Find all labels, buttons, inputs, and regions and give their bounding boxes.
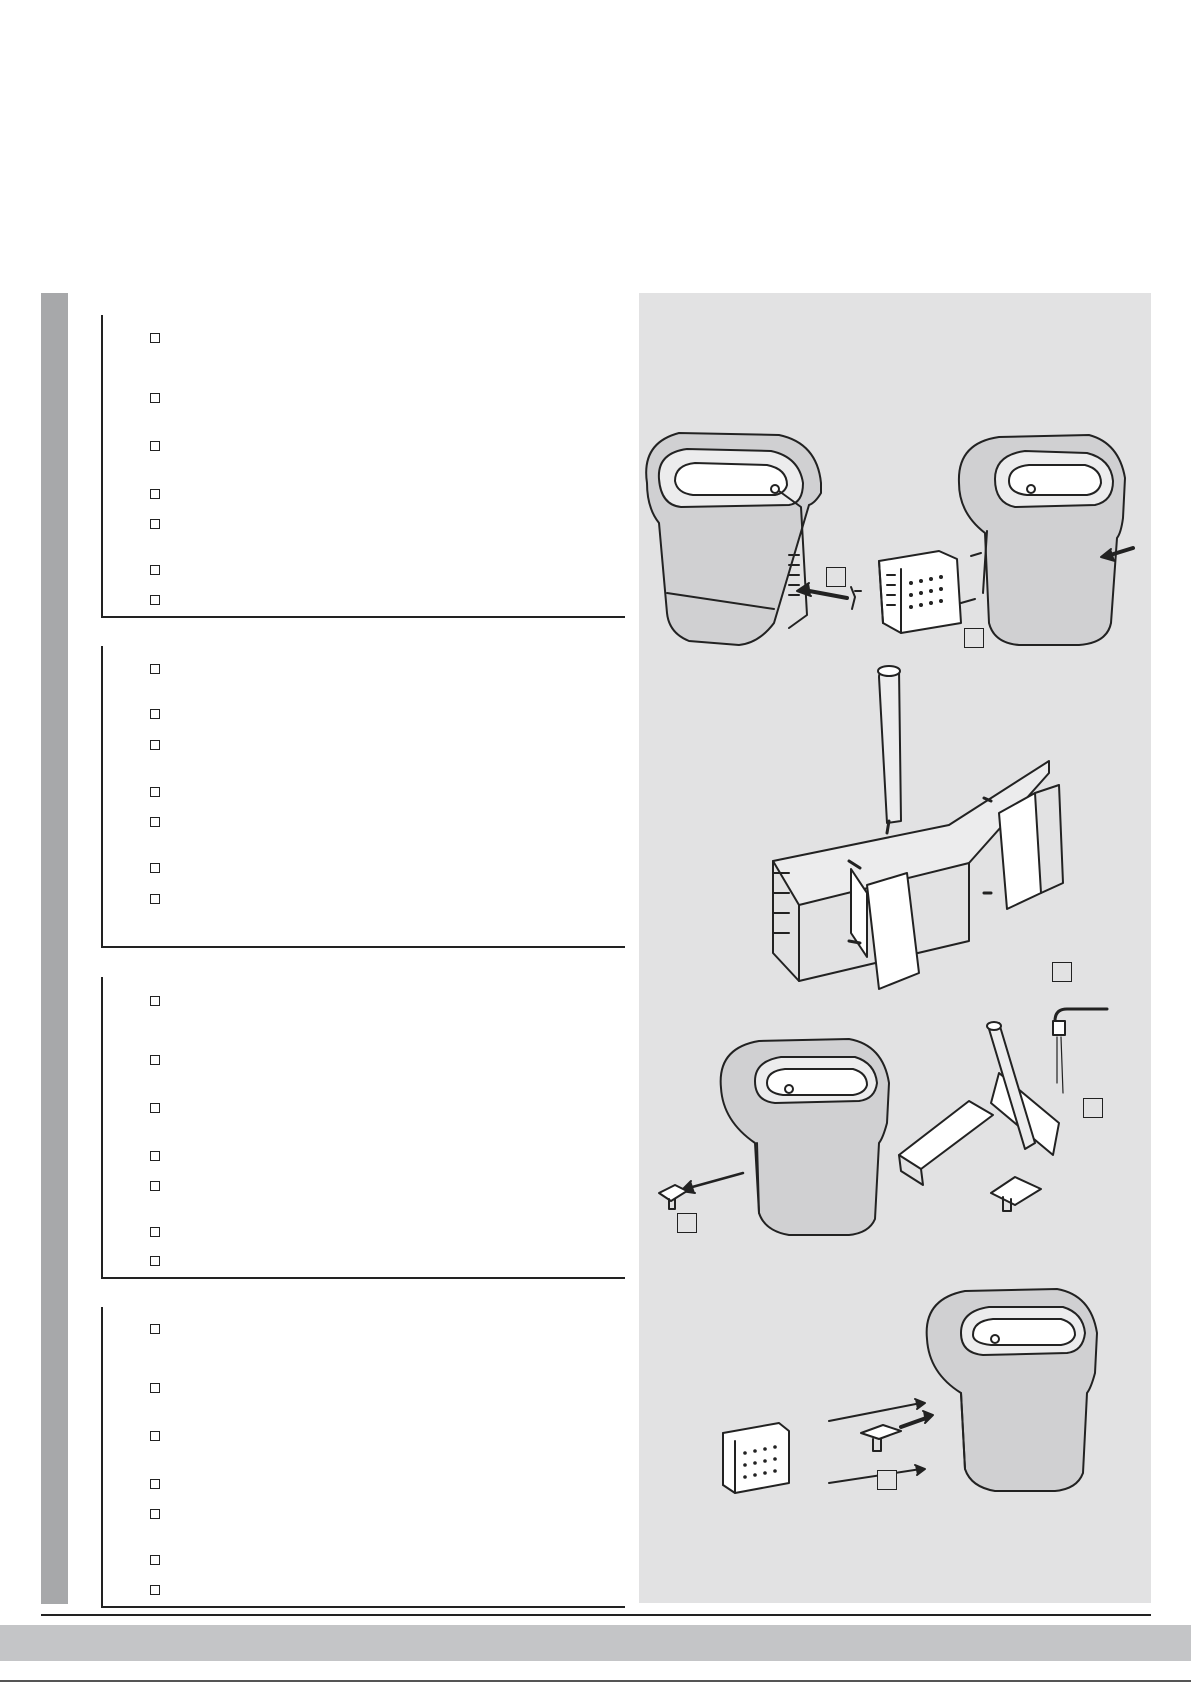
- step-box: [1083, 1098, 1103, 1118]
- checkbox[interactable]: [150, 1431, 160, 1441]
- checkbox[interactable]: [150, 1151, 160, 1161]
- dryer-unit-plug-illustration: [659, 1039, 889, 1235]
- checkbox[interactable]: [150, 1555, 160, 1565]
- dryer-unit-left-illustration: [646, 433, 861, 645]
- step-box: [964, 628, 984, 648]
- checkbox[interactable]: [150, 817, 160, 827]
- checkbox[interactable]: [150, 1181, 160, 1191]
- checkbox[interactable]: [150, 787, 160, 797]
- footer-bar: [0, 1625, 1191, 1661]
- checkbox[interactable]: [150, 1055, 160, 1065]
- checkbox[interactable]: [150, 996, 160, 1006]
- dryer-unit-right-illustration: [879, 435, 1133, 645]
- filter-housing-illustration: [773, 666, 1063, 989]
- filter-pads-rinsing-illustration: [899, 1009, 1107, 1211]
- checkbox[interactable]: [150, 1585, 160, 1595]
- checkbox[interactable]: [150, 740, 160, 750]
- checkbox[interactable]: [150, 565, 160, 575]
- checkbox[interactable]: [150, 489, 160, 499]
- checklist-section-1: [101, 315, 625, 618]
- step-box: [826, 567, 846, 587]
- checkbox[interactable]: [150, 1256, 160, 1266]
- step-box: [1052, 962, 1072, 982]
- sidebar-bar: [41, 293, 68, 1604]
- checkbox[interactable]: [150, 441, 160, 451]
- checkbox[interactable]: [150, 393, 160, 403]
- checkbox[interactable]: [150, 1103, 160, 1113]
- checkbox[interactable]: [150, 1509, 160, 1519]
- footer-rule-bottom: [0, 1680, 1191, 1682]
- checkbox[interactable]: [150, 519, 160, 529]
- checkbox[interactable]: [150, 333, 160, 343]
- checklist-section-3: [101, 977, 625, 1279]
- step-box: [677, 1213, 697, 1233]
- step-box: [877, 1470, 897, 1490]
- illustration-panel: [639, 293, 1151, 1603]
- checkbox[interactable]: [150, 709, 160, 719]
- checkbox[interactable]: [150, 1227, 160, 1237]
- checkbox[interactable]: [150, 863, 160, 873]
- checkbox[interactable]: [150, 1324, 160, 1334]
- checkbox[interactable]: [150, 1479, 160, 1489]
- checkbox[interactable]: [150, 664, 160, 674]
- checklist-section-4: [101, 1307, 625, 1608]
- checkbox[interactable]: [150, 894, 160, 904]
- checklist-section-2: [101, 646, 625, 948]
- checkbox[interactable]: [150, 1383, 160, 1393]
- dryer-reassembly-illustration: [723, 1289, 1097, 1493]
- checkbox[interactable]: [150, 595, 160, 605]
- footer-rule: [41, 1614, 1151, 1616]
